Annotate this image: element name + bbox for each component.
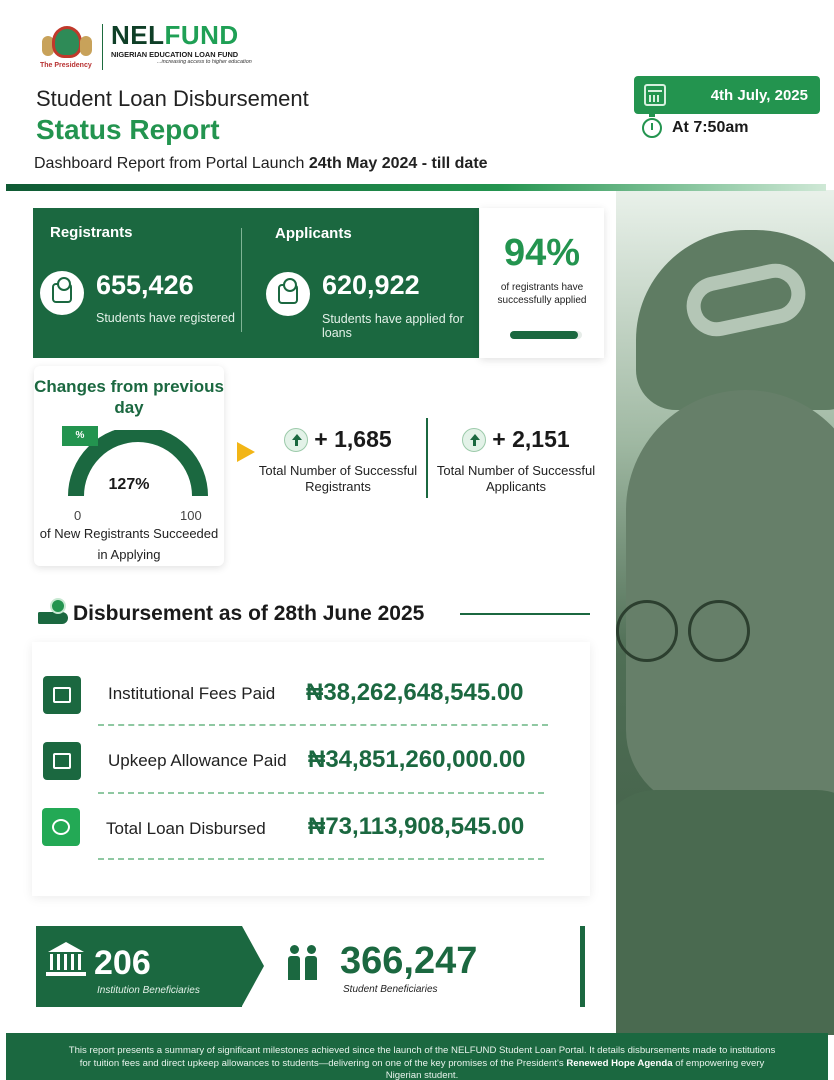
report-title-line1: Student Loan Disbursement (36, 86, 309, 111)
calendar-icon (644, 84, 666, 106)
students-desc: Student Beneficiaries (343, 984, 438, 995)
registrants-label: Registrants (50, 224, 133, 241)
disbursement-label: Institutional Fees Paid (108, 684, 276, 703)
success-rate-card (480, 208, 604, 358)
changes-desc: of New Registrants Succeeded in Applying (39, 526, 219, 562)
arrow-up-icon (284, 428, 308, 452)
robe-shape (616, 790, 834, 1035)
footer-text: This report presents a summary of significant milestones achieved since the launch of the NELFUND Student Loan Portal. It details disbursements made to institutions for tuition fees and direct upkeep allowances to students—delivering on one of the key promises of the President's Renewed Hope Agenda of empowering every Nigerian student. (68, 1045, 776, 1080)
institutions-desc: Institution Beneficiaries (97, 985, 200, 996)
disbursement-amount: ₦73,113,908,545.00 (308, 813, 525, 840)
brand-name: NELFUND (111, 20, 239, 50)
glasses-left (616, 600, 678, 662)
row-divider (98, 724, 548, 726)
time-row (642, 118, 748, 138)
disbursement-amount: ₦34,851,260,000.00 (308, 746, 526, 773)
report-date: 4th July, 2025 (710, 86, 808, 104)
gauge-value: 127% (108, 476, 150, 493)
face-shape (626, 390, 834, 810)
portrait-photo (616, 190, 834, 1035)
students-icon (40, 271, 84, 315)
logo-divider (102, 24, 103, 70)
arrow-up-icon (462, 428, 486, 452)
nelfund-logo (38, 22, 252, 70)
increment-value: + 2,151 (492, 426, 570, 452)
success-rate-fill (510, 331, 578, 339)
increment-divider (426, 418, 428, 498)
row-divider (98, 792, 544, 794)
success-rate-bar (510, 331, 582, 339)
play-arrow-icon (237, 442, 255, 462)
footer-band (6, 1033, 828, 1080)
changes-card (34, 366, 224, 566)
institutions-value: 206 (94, 944, 151, 982)
gauge-max: 100 (180, 508, 202, 523)
students-accent-bar (580, 926, 585, 1007)
fees-icon (43, 676, 81, 714)
percent-chip: % (62, 426, 98, 446)
applicants-label: Applicants (275, 225, 352, 242)
network-icon (43, 742, 81, 780)
applicants-desc: Students have applied for loans (322, 312, 464, 340)
row-divider (98, 858, 544, 860)
disbursement-label: Total Loan Disbursed (106, 819, 266, 838)
brand-subtitle: NIGERIAN EDUCATION LOAN FUND (111, 50, 239, 59)
presidency-label: The Presidency (40, 62, 92, 69)
applicants-icon (266, 272, 310, 316)
disbursement-amount: ₦38,262,648,545.00 (306, 679, 524, 706)
header-rule (6, 184, 826, 191)
increment-registrants (258, 426, 418, 495)
institution-icon (44, 942, 88, 978)
disbursement-label: Upkeep Allowance Paid (108, 751, 287, 770)
hand-coin-icon (42, 808, 80, 846)
changes-title: Changes from previous day (34, 377, 224, 417)
disbursement-title-rule (460, 613, 590, 615)
increment-desc: Total Number of Successful Applicants (436, 463, 596, 494)
increment-value: + 1,685 (314, 426, 392, 452)
gauge-min: 0 (74, 508, 82, 523)
increment-desc: Total Number of Successful Registrants (258, 463, 418, 494)
hand-coin-icon (38, 598, 70, 626)
coat-of-arms-icon (38, 22, 96, 68)
increment-applicants (436, 426, 596, 495)
registrants-value: 655,426 (96, 270, 194, 300)
glasses-right (688, 600, 750, 662)
students-value: 366,247 (340, 940, 478, 982)
report-subtitle: Dashboard Report from Portal Launch 24th May 2024 - till date (34, 155, 488, 172)
institutions-panel-arrow (242, 926, 264, 1006)
success-rate-value: 94% (503, 232, 581, 274)
stopwatch-icon (642, 118, 662, 138)
applicants-value: 620,922 (322, 270, 420, 300)
brand-tagline: ...increasing access to higher education (157, 59, 252, 65)
disbursement-title: Disbursement as of 28th June 2025 (73, 602, 425, 625)
report-time: At 7:50am (672, 119, 749, 136)
success-rate-desc: of registrants have successfully applied (497, 282, 587, 306)
people-icon (288, 945, 320, 981)
date-badge (634, 76, 820, 114)
registrants-desc: Students have registered (96, 311, 235, 325)
report-title-line2: Status Report (36, 114, 220, 145)
